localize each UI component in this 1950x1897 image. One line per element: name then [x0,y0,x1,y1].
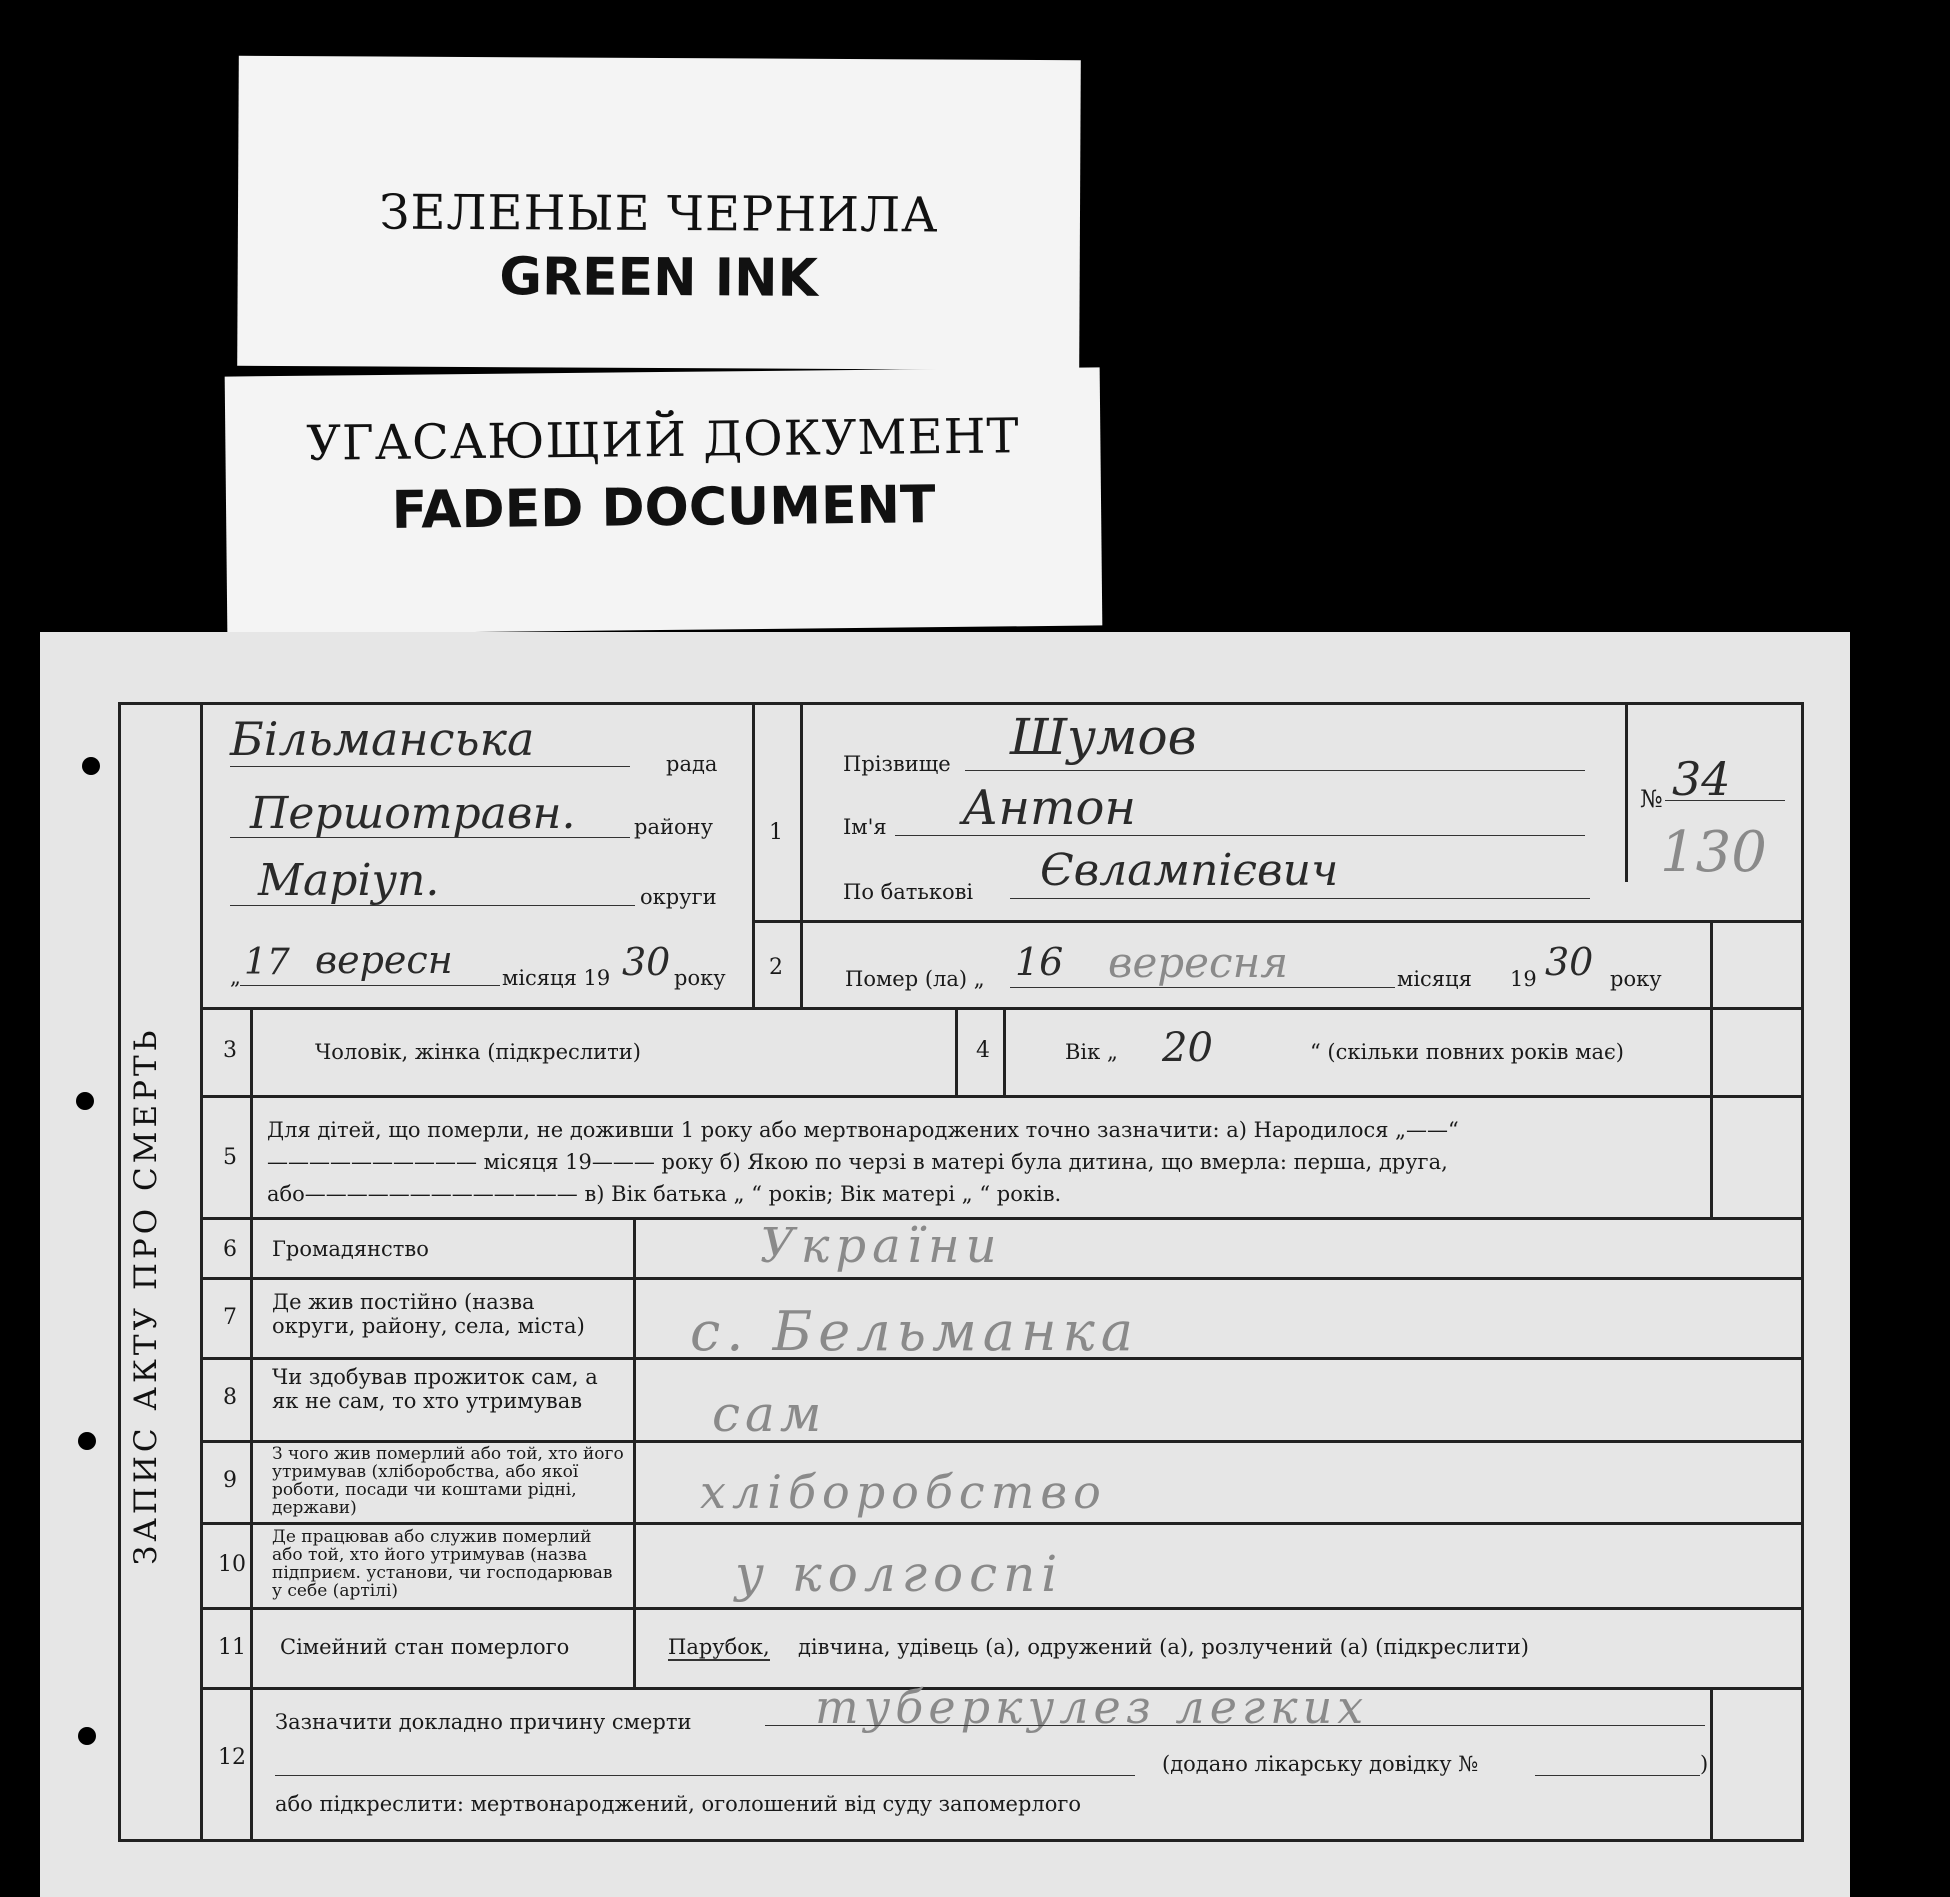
infant-line-1: Для дітей, що померли, не доживши 1 року або мертвонароджених точно зазначити: а) Народилося „——“ [267,1118,1459,1142]
divider [200,1277,1804,1280]
divider [1710,1007,1713,1217]
divider [1625,702,1628,882]
medical-cert-line [1535,1775,1700,1776]
marital-value-selected: Парубок, [668,1635,770,1659]
patronymic-label: По батькові [843,880,974,904]
divider [200,702,203,1842]
name-label: Ім'я [843,815,887,839]
died-label: Помер (ла) „ [845,967,985,991]
cause-value: туберкулез легких [815,1680,1369,1734]
binding-hole [82,757,100,775]
died-year: 30 [1545,940,1594,984]
died-month-label: місяця [1397,967,1472,991]
green-ink-en-text: GREEN INK [499,247,819,309]
age-value: 20 [1162,1025,1213,1071]
marital-options: дівчина, удівець (а), одружений (а), розлучений (а) (підкреслити) [798,1635,1529,1659]
divider [1003,1007,1006,1097]
died-line [1010,987,1395,988]
livelihood-value: сам [712,1385,827,1443]
occupation-value: хліборобство [700,1465,1107,1519]
cause-label: Зазначити докладно причину смерти [275,1710,692,1734]
divider [200,1095,1804,1098]
date-year: 30 [622,940,671,984]
row-number-9: 9 [223,1468,237,1493]
raion-value: Першотравн. [250,788,576,839]
divider [752,920,804,923]
record-no: 34 [1672,752,1731,806]
divider [800,920,1804,923]
record-no-line [1665,800,1785,801]
okruha-line [230,905,635,906]
form-title: ЗАПИС АКТУ ПРО СМЕРТЬ [128,1026,164,1565]
date-line [240,985,500,986]
rada-line [230,766,630,767]
raion-line [230,837,630,838]
surname-label: Прізвище [843,752,951,776]
divider [1710,1687,1713,1842]
okruha-value: Маріуп. [258,855,440,906]
date-month: вересн [315,938,453,982]
divider [633,1217,636,1687]
died-month: вересня [1108,938,1289,987]
cause-line-2 [275,1775,1135,1776]
row-number-5: 5 [223,1145,237,1170]
workplace-value: у колгоспі [735,1545,1064,1603]
row-number-6: 6 [223,1237,237,1262]
row-number-7: 7 [223,1305,237,1330]
row-number-11: 11 [218,1635,246,1660]
divider [200,1522,1804,1525]
row-number-10: 10 [218,1552,246,1577]
died-day: 16 [1015,940,1064,984]
residence-label: Де жив постійно (назва округи, району, села, міста) [272,1290,585,1338]
divider [200,1607,1804,1610]
row-number-4: 4 [976,1038,990,1063]
row-number-8: 8 [223,1385,237,1410]
residence-value: с. Бельманка [690,1300,1139,1363]
citizenship-value: України [760,1218,1003,1274]
patronymic-line [1010,898,1590,899]
binding-hole [78,1727,96,1745]
date-month-label: місяця 19 [502,966,611,990]
date-year-label: року [674,966,726,990]
surname-value: Шумов [1010,708,1197,766]
livelihood-label: Чи здобував прожиток сам, а як не сам, то хто утримував [272,1365,598,1413]
date-open-quote: „ [230,965,241,989]
okruha-label: округи [640,885,717,909]
faded-en-text: FADED DOCUMENT [391,475,936,541]
divider [200,1007,1804,1010]
divider [1710,920,1713,1007]
cause-line [765,1725,1705,1726]
divider [955,1007,958,1097]
sex-options: Чоловік, жінка (підкреслити) [315,1040,641,1064]
divider [250,1007,253,1842]
workplace-label: Де працював або служив померлий або той, хто його утримував (назва підприєм. установи, чи господарював у себе (артілі) [272,1527,613,1601]
row-number-3: 3 [223,1038,237,1063]
surname-line [965,770,1585,771]
rada-label: рада [666,752,718,776]
faded-document-label [225,367,1103,634]
green-ink-label [237,56,1081,370]
record-no-label: № [1640,785,1663,813]
stillborn-options: або підкреслити: мертвонароджений, оголошений від суду запомерлого [275,1792,1082,1816]
divider [200,1440,1804,1443]
row-number-1: 1 [769,820,783,845]
died-year-label: року [1610,967,1662,991]
rada-value: Більманська [230,712,535,766]
date-day: 17 [244,942,290,983]
raion-label: району [634,815,713,839]
infant-line-3: або————————————— в) Вік батька „ “ років; Вік матері „ “ років. [267,1182,1062,1206]
binding-hole [78,1432,96,1450]
record-no-2: 130 [1660,820,1767,885]
citizenship-label: Громадянство [272,1237,429,1261]
divider [800,702,803,1007]
row-number-2: 2 [769,955,783,980]
faded-ru-text: УГАСАЮЩИЙ ДОКУМЕНТ [305,408,1020,472]
age-label: Вік „ [1065,1040,1118,1064]
patronymic-value: Євлампієвич [1040,845,1339,896]
name-line [895,835,1585,836]
occupation-label: З чого жив померлий або той, хто його утримував (хліборобства, або якої роботи, посади чи коштами рідні, держави) [272,1444,624,1518]
infant-line-2: —————————— місяця 19——— року б) Якою по черзі в матері була дитина, що вмерла: перша, друга, [267,1150,1448,1174]
name-value: Антон [962,780,1136,836]
divider [752,702,755,1007]
age-suffix: “ (скільки повних років має) [1310,1040,1624,1064]
green-ink-ru-text: ЗЕЛЕНЫЕ ЧЕРНИЛА [379,184,939,244]
marital-label: Сімейний стан померлого [280,1635,570,1659]
row-number-12: 12 [218,1745,246,1770]
binding-hole [76,1092,94,1110]
medical-cert-label: (додано лікарську довідку № [1162,1752,1479,1776]
medical-cert-close: ) [1700,1752,1709,1776]
died-year-prefix: 19 [1510,967,1537,991]
